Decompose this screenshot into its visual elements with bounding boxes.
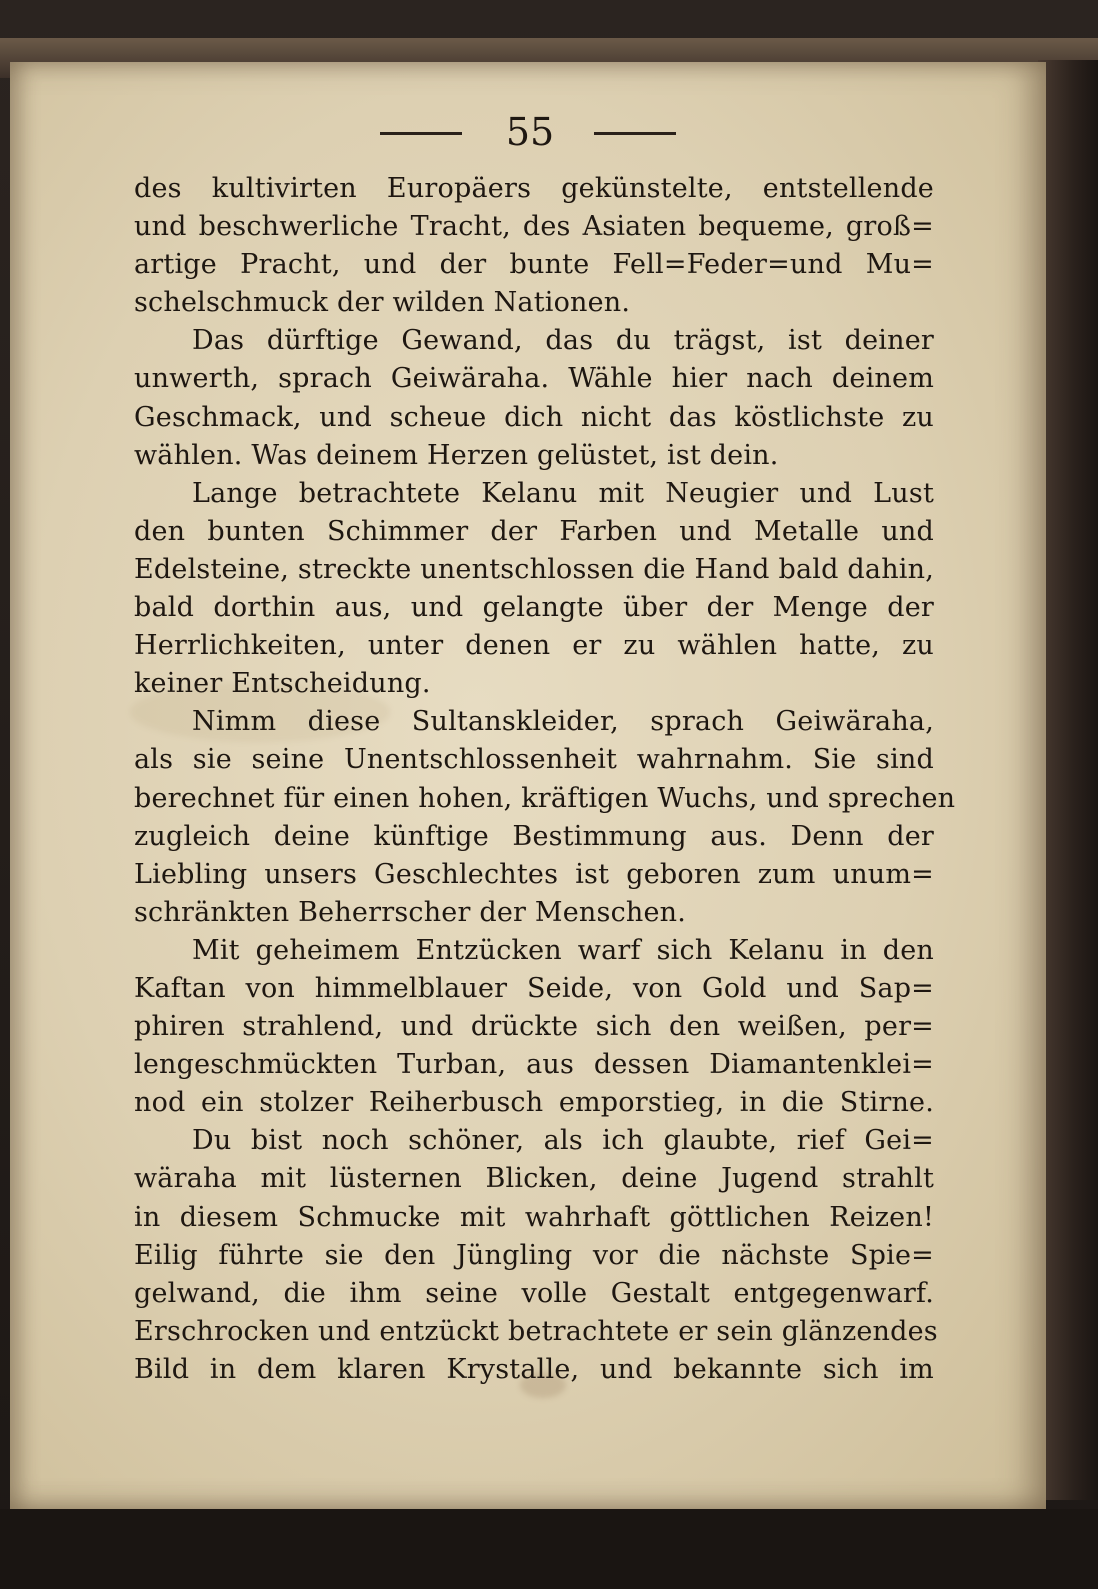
text-line: des kultivirten Europäers gekünstelte, entstellende: [134, 173, 934, 204]
text-line: schränkten Beherrscher der Menschen.: [134, 896, 687, 928]
page-number: 55: [505, 110, 555, 154]
text-line: Du bist noch schöner, als ich glaubte, rief Gei=: [192, 1125, 934, 1157]
text-line: bald dorthin aus, und gelangte über der Menge der: [134, 592, 934, 624]
text-line: Kaftan von himmelblauer Seide, von Gold und Sap=: [134, 972, 934, 1004]
text-line: schelschmuck der wilden Nationen.: [134, 287, 631, 319]
text-line: Liebling unsers Geschlechtes ist geboren zum unum=: [134, 858, 934, 890]
text-line: in diesem Schmucke mit wahrhaft göttlichen Reizen!: [134, 1201, 934, 1233]
text-line: Bild in dem klaren Krystalle, und bekannte sich im: [134, 1353, 934, 1385]
text-line: wäraha mit lüsternen Blicken, deine Jugend strahlt: [134, 1163, 934, 1195]
text-line: und beschwerliche Tracht, des Asiaten bequeme, groß=: [134, 211, 934, 243]
text-line: nod ein stolzer Reiherbusch emporstieg, in die Stirne.: [134, 1087, 934, 1119]
text-line: zugleich deine künftige Bestimmung aus. Denn der: [134, 820, 934, 852]
header-rule-left: [380, 132, 462, 135]
text-line: gelwand, die ihm seine volle Gestalt entgegenwarf.: [134, 1277, 934, 1309]
text-line: wählen. Was deinem Herzen gelüstet, ist dein.: [134, 439, 779, 471]
text-line: den bunten Schimmer der Farben und Metalle und: [134, 515, 934, 547]
text-line: Erschrocken und entzückt betrachtete er sein glänzendes: [134, 1315, 938, 1347]
text-line: unwerth, sprach Geiwäraha. Wähle hier nach deinem: [134, 363, 934, 395]
text-line: Herrlichkeiten, unter denen er zu wählen hatte, zu: [134, 630, 934, 662]
book-bottom-edge: [0, 1509, 1098, 1589]
text-line: artige Pracht, und der bunte Fell=Feder=und Mu=: [134, 249, 934, 281]
text-line: berechnet für einen hohen, kräftigen Wuchs, und sprechen: [134, 782, 956, 814]
text-line: Mit geheimem Entzücken warf sich Kelanu in den: [192, 934, 934, 966]
text-line: Geschmack, und scheue dich nicht das köstlichste zu: [134, 401, 934, 433]
text-line: als sie seine Unentschlossenheit wahrnahm. Sie sind: [134, 744, 934, 776]
text-line: Das dürftige Gewand, das du trägst, ist deiner: [192, 325, 934, 357]
text-line: Eilig führte sie den Jüngling vor die nächste Spie=: [134, 1239, 934, 1271]
text-line: keiner Entscheidung.: [134, 668, 431, 700]
text-line: Nimm diese Sultanskleider, sprach Geiwäraha,: [192, 706, 934, 738]
body-text: [134, 170, 956, 1389]
text-line: Lange betrachtete Kelanu mit Neugier und Lust: [192, 477, 934, 509]
header-rule-right: [594, 132, 676, 135]
text-line: lengeschmückten Turban, aus dessen Diamantenklei=: [134, 1049, 934, 1081]
book-right-edge: [1038, 60, 1098, 1500]
text-line: Edelsteine, streckte unentschlossen die Hand bald dahin,: [134, 553, 934, 585]
text-line: phiren strahlend, und drückte sich den weißen, per=: [134, 1011, 934, 1043]
